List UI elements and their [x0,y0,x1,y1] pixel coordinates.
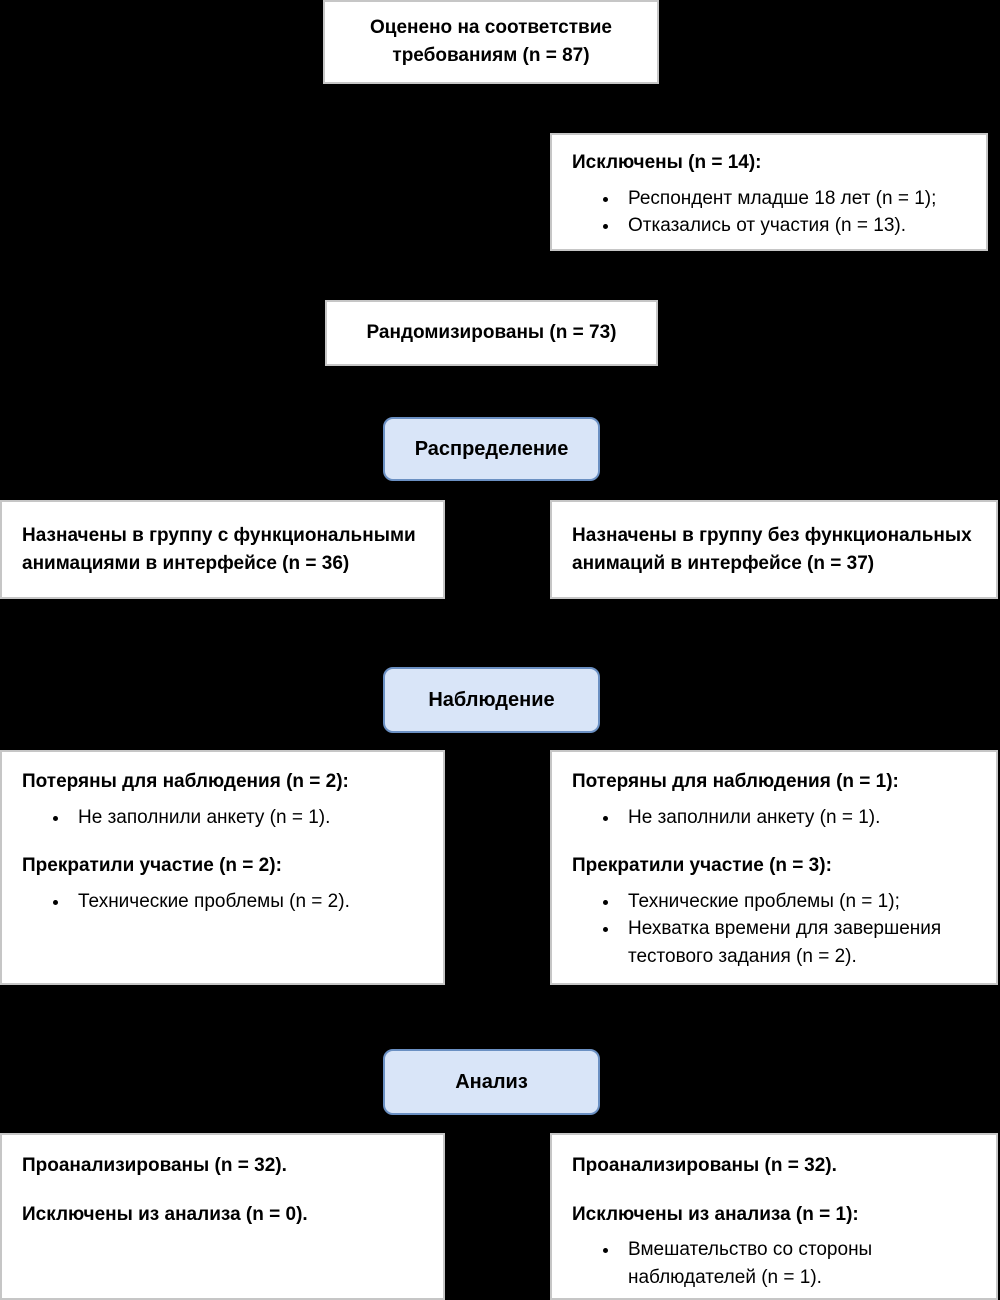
randomized-text: Рандомизированы (n = 73) [366,322,617,344]
followup-left-lost-bullet: • Не заполнили анкету (n = 1). [70,804,423,832]
excluded-bullet: • Отказались от участия (n = 13). [620,212,966,240]
stage-allocation-text: Распределение [414,437,569,460]
followup-right-discontinued-bullet: • Нехватка времени для завершения тестового задания (n = 2). [620,915,976,970]
stage-followup-text: Наблюдение [428,688,555,711]
followup-left-section-lost [22,768,423,831]
followup-right-discontinued-title: Прекратили участие (n = 3): [572,855,832,877]
followup-right-lost-bullets [572,804,976,832]
followup-left-lost-title: Потеряны для наблюдения (n = 2): [22,771,349,792]
excluded-title: Исключены (n = 14): [572,152,762,173]
followup-left-discontinued-bullets [22,888,423,916]
followup-right-section-discontinued [572,852,976,970]
followup-right-section-lost [572,768,976,831]
excluded-bullet-list [572,185,966,240]
analysis-left-analyzed: Проанализированы (n = 32). [22,1155,287,1176]
analysis-right-excluded-title: Исключены из анализа (n = 1): [572,1203,859,1225]
followup-left-section-discontinued [22,852,423,915]
flow-box-randomized [325,300,658,366]
followup-left-lost-bullets [22,804,423,832]
stage-label-followup [383,667,600,733]
analysis-right-excluded-section [572,1201,976,1292]
followup-right-lost-bullet: • Не заполнили анкету (n = 1). [620,804,976,832]
flow-box-analysis-left [0,1133,445,1300]
followup-right-lost-title: Потеряны для наблюдения (n = 1): [572,771,899,792]
flow-box-followup-right [550,750,998,985]
followup-right-discontinued-bullets [572,888,976,971]
followup-right-discontinued-bullet: • Технические проблемы (n = 1); [620,888,976,916]
assessed-text: Оценено на соответствие требованиям (n = 87) [370,17,612,66]
flow-box-allocation-right [550,500,998,599]
excluded-bullet: • Респондент младше 18 лет (n = 1); [620,185,966,213]
allocation-left-text: Назначены в группу с функциональными анимациями в интерфейсе (n = 36) [22,524,416,574]
followup-left-discontinued-title: Прекратили участие (n = 2): [22,855,282,877]
analysis-right-excluded-bullets [572,1236,976,1291]
allocation-right-text: Назначены в группу без функциональных анимаций в интерфейсе (n = 37) [572,524,972,574]
flow-box-analysis-right [550,1133,998,1300]
flow-box-assessed [323,0,659,84]
stage-label-allocation [383,417,600,481]
analysis-left-excluded: Исключены из анализа (n = 0). [22,1203,308,1225]
flow-box-allocation-left [0,500,445,599]
followup-left-discontinued-bullet: • Технические проблемы (n = 2). [70,888,423,916]
stage-label-analysis [383,1049,600,1115]
analysis-right-analyzed: Проанализированы (n = 32). [572,1155,837,1176]
flow-box-excluded [550,133,988,251]
flow-box-followup-left [0,750,445,985]
stage-analysis-text: Анализ [455,1070,528,1093]
analysis-right-excluded-bullet: • Вмешательство со стороны наблюдателей (n = 1). [620,1236,940,1291]
